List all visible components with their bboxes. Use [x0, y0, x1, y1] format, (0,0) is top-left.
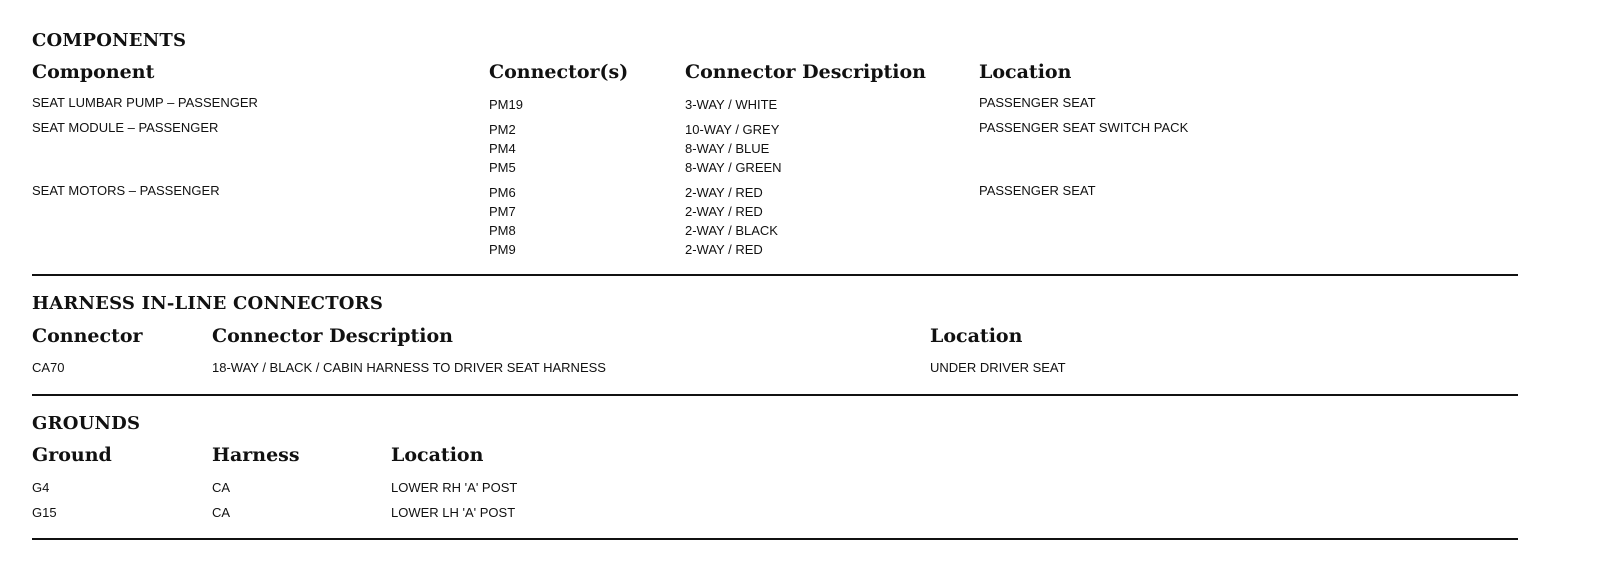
ground-harness: CA	[212, 480, 231, 495]
component-location: PASSENGER SEAT SWITCH PACK	[979, 120, 1189, 135]
component-name: SEAT MOTORS – PASSENGER	[32, 183, 220, 198]
connector-id: PM19	[489, 97, 523, 112]
ground-harness: CA	[212, 505, 231, 520]
connector-description-list	[685, 95, 777, 114]
section-divider	[32, 274, 1518, 276]
connector-description: 2-WAY / RED	[685, 204, 763, 219]
connector-description-column-header: Connector Description	[212, 325, 453, 347]
component-name: SEAT MODULE – PASSENGER	[32, 120, 219, 135]
connector-id: PM2	[489, 122, 516, 137]
connector-id: PM8	[489, 223, 516, 238]
connector-list	[489, 95, 523, 114]
connector-description-column-header: Connector Description	[685, 61, 926, 83]
connector-description: 18-WAY / BLACK / CABIN HARNESS TO DRIVER SEAT HARNESS	[212, 360, 606, 375]
connector-id: PM6	[489, 185, 516, 200]
connector-description: 10-WAY / GREY	[685, 122, 780, 137]
connector-id: PM7	[489, 204, 516, 219]
ground-column-header: Ground	[32, 444, 112, 466]
connector-id: PM4	[489, 141, 516, 156]
ground-location: LOWER RH 'A' POST	[391, 480, 518, 495]
connectors-column-header: Connector(s)	[489, 61, 629, 83]
harness-column-header: Harness	[212, 444, 300, 466]
location-column-header: Location	[391, 444, 484, 466]
connector-description-list	[685, 183, 778, 259]
connector-id: CA70	[32, 360, 65, 375]
section-divider	[32, 538, 1518, 540]
connector-description-list	[685, 120, 782, 177]
component-location: PASSENGER SEAT	[979, 95, 1096, 110]
location-column-header: Location	[979, 61, 1072, 83]
ground-id: G4	[32, 480, 50, 495]
connector-description: 8-WAY / GREEN	[685, 160, 782, 175]
connector-description: 3-WAY / WHITE	[685, 97, 778, 112]
section-divider	[32, 394, 1518, 396]
grounds-section-title: GROUNDS	[32, 413, 141, 434]
component-name: SEAT LUMBAR PUMP – PASSENGER	[32, 95, 258, 110]
component-location: PASSENGER SEAT	[979, 183, 1096, 198]
component-column-header: Component	[32, 61, 155, 83]
ground-id: G15	[32, 505, 57, 520]
ground-location: LOWER LH 'A' POST	[391, 505, 516, 520]
connector-location: UNDER DRIVER SEAT	[930, 360, 1066, 375]
connector-id: PM5	[489, 160, 516, 175]
connector-description: 2-WAY / RED	[685, 185, 763, 200]
location-column-header: Location	[930, 325, 1023, 347]
connector-list	[489, 183, 516, 259]
connector-list	[489, 120, 516, 177]
harness-section-title: HARNESS IN-LINE CONNECTORS	[32, 293, 384, 314]
connector-description: 2-WAY / BLACK	[685, 223, 778, 238]
connector-id: PM9	[489, 242, 516, 257]
connector-column-header: Connector	[32, 325, 143, 347]
connector-description: 2-WAY / RED	[685, 242, 763, 257]
components-section-title: COMPONENTS	[32, 30, 187, 51]
connector-description: 8-WAY / BLUE	[685, 141, 770, 156]
